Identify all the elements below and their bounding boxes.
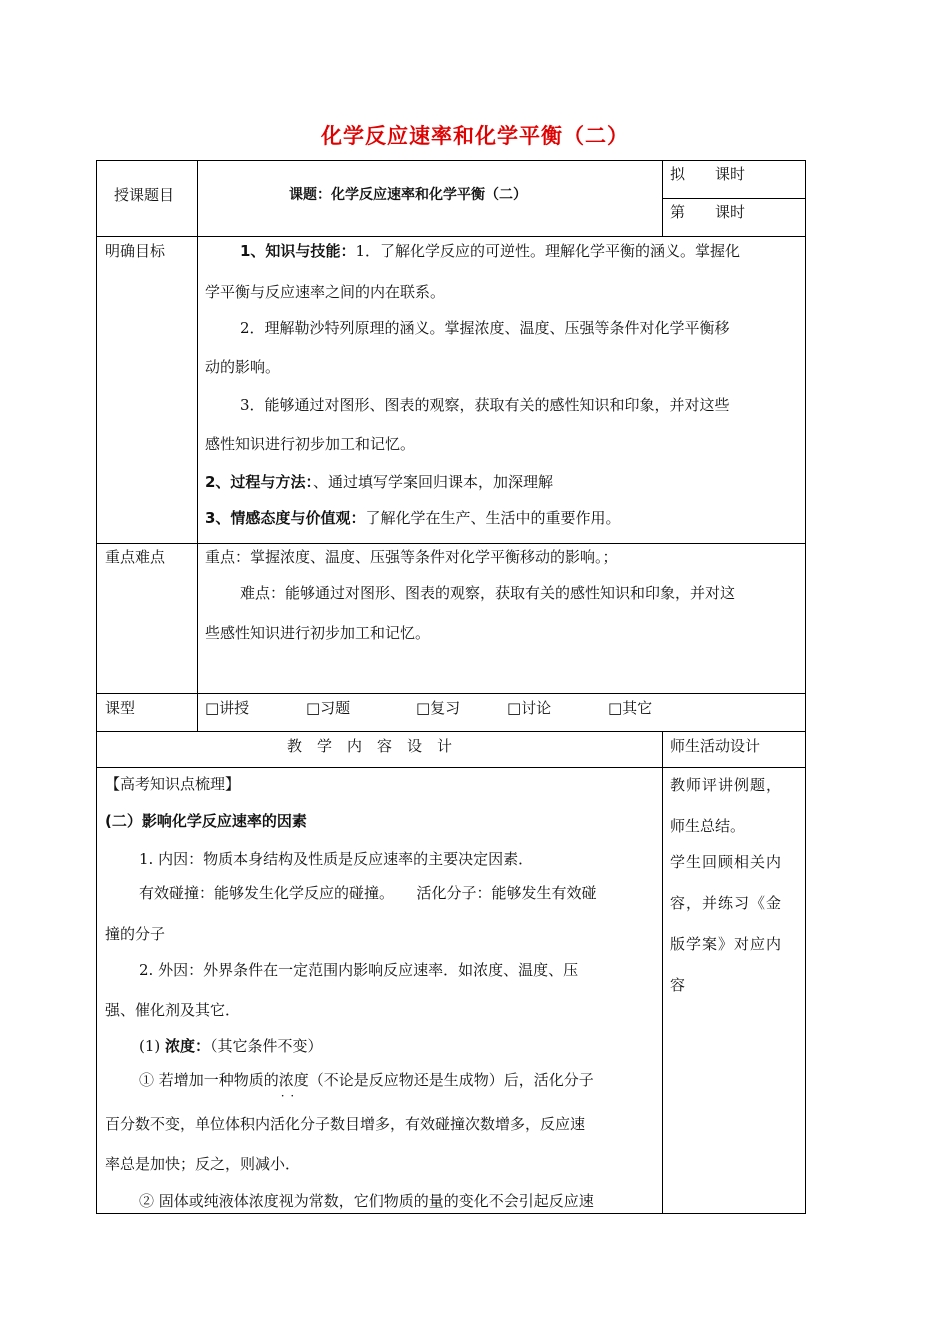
activity-line: 学生回顾相关内 [670, 853, 783, 871]
table-border-left [96, 160, 97, 1214]
knowledge-line-2: 学平衡与反应速率之间的内在联系。 [205, 283, 446, 301]
content-line: 1. 内因：物质本身结构及性质是反应速率的主要决定因素． [139, 850, 534, 868]
content-line: 百分数不变，单位体积内活化分子数目增多，有效碰撞次数增多，反应速 [105, 1115, 586, 1133]
content-line [139, 1070, 594, 1090]
topic-title: 课题：化学反应速率和化学平衡（二） [289, 187, 527, 203]
activity-line: 教师评讲例题， [670, 776, 783, 794]
activity-line: 容 [670, 976, 686, 994]
content-line: 强、催化剂及其它． [105, 1001, 241, 1019]
concentration-note: （其它条件不变） [210, 1037, 323, 1055]
section-title: (二）影响化学反应速率的因素 [105, 812, 307, 830]
row-divider [96, 767, 806, 768]
hours-divider [662, 198, 806, 199]
row-divider [96, 543, 806, 544]
knowledge-line-5: 3．能够通过对图形、图表的观察，获取有关的感性知识和印象，并对这些 [240, 396, 730, 414]
hours-column-divider [662, 160, 663, 237]
difficulty-line-1: 难点：能够通过对图形、图表的观察，获取有关的感性知识和印象，并对这 [240, 584, 736, 602]
lesson-type-label: 课型 [105, 699, 136, 717]
item-number: (1) [139, 1037, 166, 1055]
goals-label: 明确目标 [105, 242, 166, 260]
checkbox-review[interactable]: □复习 [416, 699, 461, 717]
concentration-line [139, 1036, 323, 1056]
page-title: 化学反应速率和化学平衡（二） [321, 124, 629, 148]
checkbox-discussion[interactable]: □讨论 [507, 699, 552, 717]
planned-hours: 拟 课时 [670, 165, 746, 183]
content-text: ① 若增加一种物质的 [139, 1071, 279, 1089]
activity-line: 师生总结。 [670, 817, 746, 835]
activity-heading: 师生活动设计 [670, 737, 761, 755]
row-divider [96, 693, 806, 694]
knowledge-heading: 1、知识与技能： [240, 242, 356, 260]
emphasis-text: 浓度 · · [279, 1071, 309, 1089]
label-column-divider [197, 160, 198, 732]
content-line: ② 固体或纯液体浓度视为常数，它们物质的量的变化不会引起反应速 [139, 1192, 594, 1210]
process-heading: 2、过程与方法： [205, 473, 313, 491]
checkbox-other[interactable]: □其它 [608, 699, 653, 717]
attitude-heading: 3、情感态度与价值观： [205, 509, 366, 527]
attitude-text: 了解化学在生产、生活中的重要作用。 [365, 509, 621, 527]
knowledge-line-6: 感性知识进行初步加工和记忆。 [205, 435, 416, 453]
content-line: 有效碰撞：能够发生化学反应的碰撞。 活化分子：能够发生有效碰 [139, 884, 597, 902]
knowledge-line-3: 2．理解勒沙特列原理的涵义。掌握浓度、温度、压强等条件对化学平衡移 [240, 319, 730, 337]
activity-line: 容，并练习《金 [670, 894, 783, 912]
table-border-bottom [96, 1213, 806, 1214]
difficulty-line-2: 些感性知识进行初步加工和记忆。 [205, 624, 431, 642]
content-line: 撞的分子 [105, 925, 166, 943]
process-text: 、通过填写学案回归课本，加深理解 [312, 473, 553, 491]
attitude-line [205, 508, 620, 528]
topic-label: 授课题目 [114, 186, 175, 204]
design-heading: 教 学 内 容 设 计 [287, 737, 453, 755]
row-divider [96, 236, 806, 237]
review-title: 【高考知识点梳理】 [105, 775, 241, 793]
activity-column-divider [662, 731, 663, 1214]
checkbox-exercise[interactable]: □习题 [306, 699, 351, 717]
checkbox-lecture[interactable]: □讲授 [205, 699, 250, 717]
row-divider [96, 731, 806, 732]
keypoints-label: 重点难点 [105, 548, 166, 566]
content-line: 2. 外因：外界条件在一定范围内影响反应速率．如浓度、温度、压 [139, 961, 579, 979]
knowledge-line-4: 动的影响。 [205, 358, 281, 376]
knowledge-line-1 [240, 241, 740, 261]
table-border-right [805, 160, 806, 1214]
hour-number: 第 课时 [670, 203, 746, 221]
concentration-heading: 浓度： [165, 1037, 211, 1055]
content-text: （不论是反应物还是生成物）后，活化分子 [308, 1071, 594, 1089]
content-line: 率总是加快；反之，则减小． [105, 1155, 301, 1173]
activity-line: 版学案》对应内 [670, 935, 783, 953]
key-point: 重点：掌握浓度、温度、压强等条件对化学平衡移动的影响。； [205, 548, 618, 566]
process-line [205, 472, 553, 492]
knowledge-text: 1．了解化学反应的可逆性。理解化学平衡的涵义。掌握化 [355, 242, 740, 260]
table-border-top [96, 160, 806, 161]
